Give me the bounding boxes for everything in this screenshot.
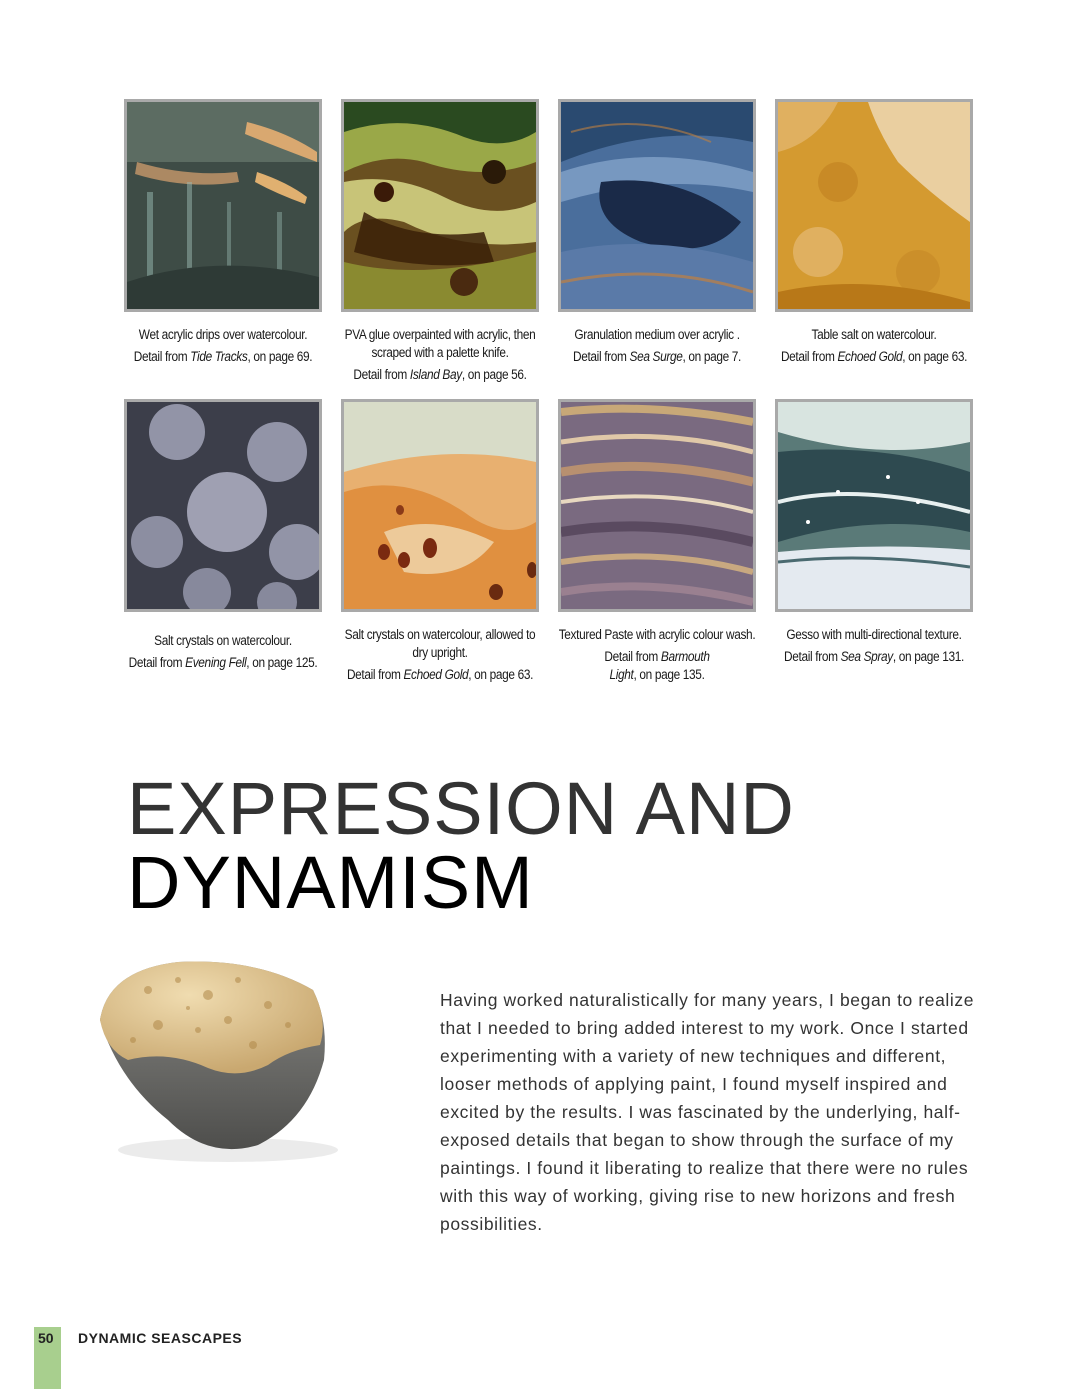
caption-source: Detail from Sea Spray, on page 131. (784, 649, 964, 664)
caption-technique: Granulation medium over acrylic . (574, 327, 740, 342)
painting-title: Echoed Gold (837, 349, 903, 364)
texture-image (558, 99, 756, 312)
gallery-item (558, 399, 756, 684)
caption-source: Detail from Echoed Gold, on page 63. (346, 667, 534, 682)
texture-image (775, 99, 973, 312)
painting-title: Tide Tracks (190, 349, 248, 364)
caption-source: Detail from Tide Tracks, on page 69. (133, 349, 313, 364)
gallery-item (775, 399, 973, 666)
caption-technique: PVA glue overpainted with acrylic, then scraped with a palette knife. (344, 327, 536, 360)
caption-technique: Gesso with multi-directional texture. (786, 627, 962, 642)
painting-title: Evening Fell (185, 655, 247, 670)
texture-image (341, 99, 539, 312)
caption-source: Detail from Evening Fell, on page 125. (128, 655, 318, 670)
heading-line-1: EXPRESSION AND (127, 767, 795, 850)
painting-title: Echoed Gold (403, 667, 469, 682)
texture-image (124, 99, 322, 312)
running-head: DYNAMIC SEASCAPES (78, 1330, 243, 1346)
texture-image (558, 399, 756, 612)
gallery-item (124, 399, 322, 672)
section-heading (127, 767, 795, 924)
stone-photo (88, 950, 338, 1170)
heading-line-2: DYNAMISM (127, 841, 534, 924)
caption-technique: Wet acrylic drips over watercolour. (138, 327, 308, 342)
caption-source: Detail from Echoed Gold, on page 63. (780, 349, 968, 364)
caption-technique: Table salt on watercolour. (811, 327, 937, 342)
texture-image (124, 399, 322, 612)
caption-technique: Textured Paste with acrylic colour wash. (558, 627, 756, 642)
caption-source: Detail from Sea Surge, on page 7. (572, 349, 742, 364)
body-paragraph: Having worked naturalistically for many years, I began to realize that I needed to bring added interest to my work. Once I started experimenting with a variety of new techniques and different, looser methods of applying paint, I found myself inspired and excited by the results. I was fascinated by the underlying, half-exposed details that began to show through the surface of my paintings. I found it liberating to realize that there were no rules with this way of working, giving rise to new horizons and fresh possibilities. (440, 989, 975, 1234)
gallery-item (341, 99, 539, 384)
gallery-item (341, 399, 539, 684)
gallery-item (775, 99, 973, 366)
painting-title: Sea Surge (629, 349, 683, 364)
caption-technique: Salt crystals on watercolour. (154, 633, 292, 648)
painting-title: Barmouth Light (609, 649, 710, 682)
painting-title: Sea Spray (840, 649, 893, 664)
texture-image (341, 399, 539, 612)
page-number: 50 (38, 1330, 54, 1346)
texture-image (775, 399, 973, 612)
gallery-item (558, 99, 756, 366)
gallery-item (124, 99, 322, 366)
caption-source: Detail from Island Bay, on page 56. (353, 367, 527, 382)
caption-technique: Salt crystals on watercolour, allowed to dry upright. (344, 627, 536, 660)
caption-source: Detail from Barmouth Light, on page 135. (604, 649, 710, 682)
painting-title: Island Bay (409, 367, 462, 382)
